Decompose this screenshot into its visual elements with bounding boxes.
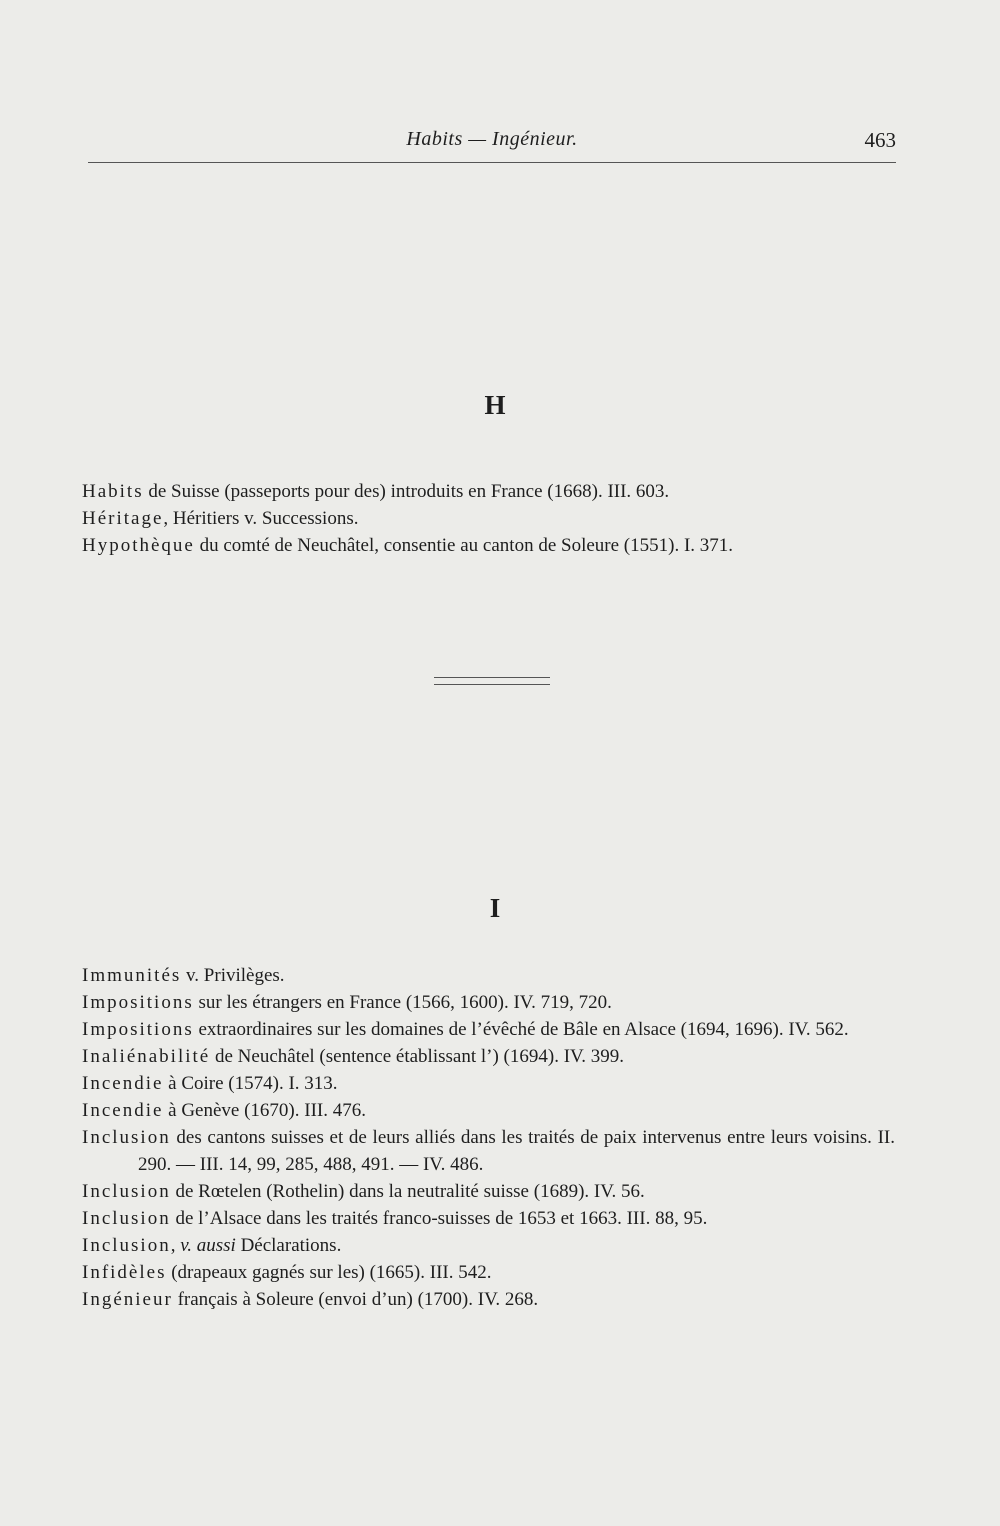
index-entry	[82, 1286, 895, 1313]
entry-headword: Infidèles	[82, 1262, 167, 1283]
index-section-i	[82, 962, 895, 1313]
index-entry	[82, 1124, 895, 1178]
index-section-h	[82, 478, 895, 559]
index-entry	[82, 1205, 895, 1232]
entry-headword: Impositions	[82, 1019, 194, 1040]
entry-text: à Genève (1670). III. 476.	[163, 1100, 366, 1121]
index-entry	[82, 1097, 895, 1124]
index-entry	[82, 1070, 895, 1097]
index-entry	[82, 1232, 895, 1259]
entry-headword: Inclusion	[82, 1235, 171, 1256]
index-entry	[82, 1178, 895, 1205]
entry-text: extraordinaires sur les domaines de l’évêché de Bâle en Alsace (1694, 1696). IV. 562.	[193, 1019, 849, 1040]
entry-text: français à Soleure (envoi d’un) (1700). IV. 268.	[172, 1289, 539, 1310]
index-entry	[82, 532, 895, 559]
entry-headword: Incendie	[82, 1100, 164, 1121]
entry-text: v. Privilèges.	[181, 965, 285, 986]
entry-text: à Coire (1574). I. 313.	[163, 1073, 338, 1094]
entry-headword: Inclusion	[82, 1181, 171, 1202]
entry-headword: Habits	[82, 481, 144, 502]
entry-headword: Hypothèque	[82, 535, 195, 556]
entry-text: de l’Alsace dans les traités franco-suisses de 1653 et 1663. III. 88, 95.	[170, 1208, 708, 1229]
entry-text: , Héritiers v. Successions.	[163, 508, 359, 529]
entry-text: de Suisse (passeports pour des) introduits en France (1668). III. 603.	[143, 481, 670, 502]
entry-headword: Immunités	[82, 965, 182, 986]
index-entry	[82, 989, 895, 1016]
section-separator	[434, 677, 550, 685]
running-title: Habits — Ingénieur.	[406, 128, 578, 150]
entry-text: sur les étrangers en France (1566, 1600). IV. 719, 720.	[193, 992, 612, 1013]
index-entry	[82, 1016, 895, 1043]
section-letter-h: H	[484, 390, 506, 420]
entry-text: (drapeaux gagnés sur les) (1665). III. 542.	[166, 1262, 492, 1283]
entry-headword: Héritage	[82, 508, 164, 529]
entry-text: des cantons suisses et de leurs alliés dans les traités de paix intervenus entre leurs voisins. II. 290. — III. 14, 99, 285, 488, 491. — IV. 486.	[138, 1127, 895, 1175]
index-entry	[82, 1043, 895, 1070]
index-entry	[82, 1259, 895, 1286]
index-entry	[82, 478, 895, 505]
entry-headword: Inclusion	[82, 1127, 171, 1148]
section-letter-i: I	[489, 893, 501, 923]
entry-text-tail: Déclarations.	[235, 1235, 342, 1256]
page-number: 463	[864, 128, 896, 152]
index-entry	[82, 962, 895, 989]
entry-headword: Inaliénabilité	[82, 1046, 211, 1067]
entry-text: de Rœtelen (Rothelin) dans la neutralité suisse (1689). IV. 56.	[170, 1181, 645, 1202]
index-entry	[82, 505, 895, 532]
entry-headword: Impositions	[82, 992, 194, 1013]
entry-text: ,	[170, 1235, 181, 1256]
entry-headword: Ingénieur	[82, 1289, 173, 1310]
entry-headword: Incendie	[82, 1073, 164, 1094]
entry-italic-ref: v. aussi	[180, 1235, 236, 1256]
entry-text: de Neuchâtel (sentence établissant l’) (1694). IV. 399.	[210, 1046, 625, 1067]
running-header	[88, 128, 896, 163]
entry-headword: Inclusion	[82, 1208, 171, 1229]
entry-text: du comté de Neuchâtel, consentie au canton de Soleure (1551). I. 371.	[194, 535, 734, 556]
